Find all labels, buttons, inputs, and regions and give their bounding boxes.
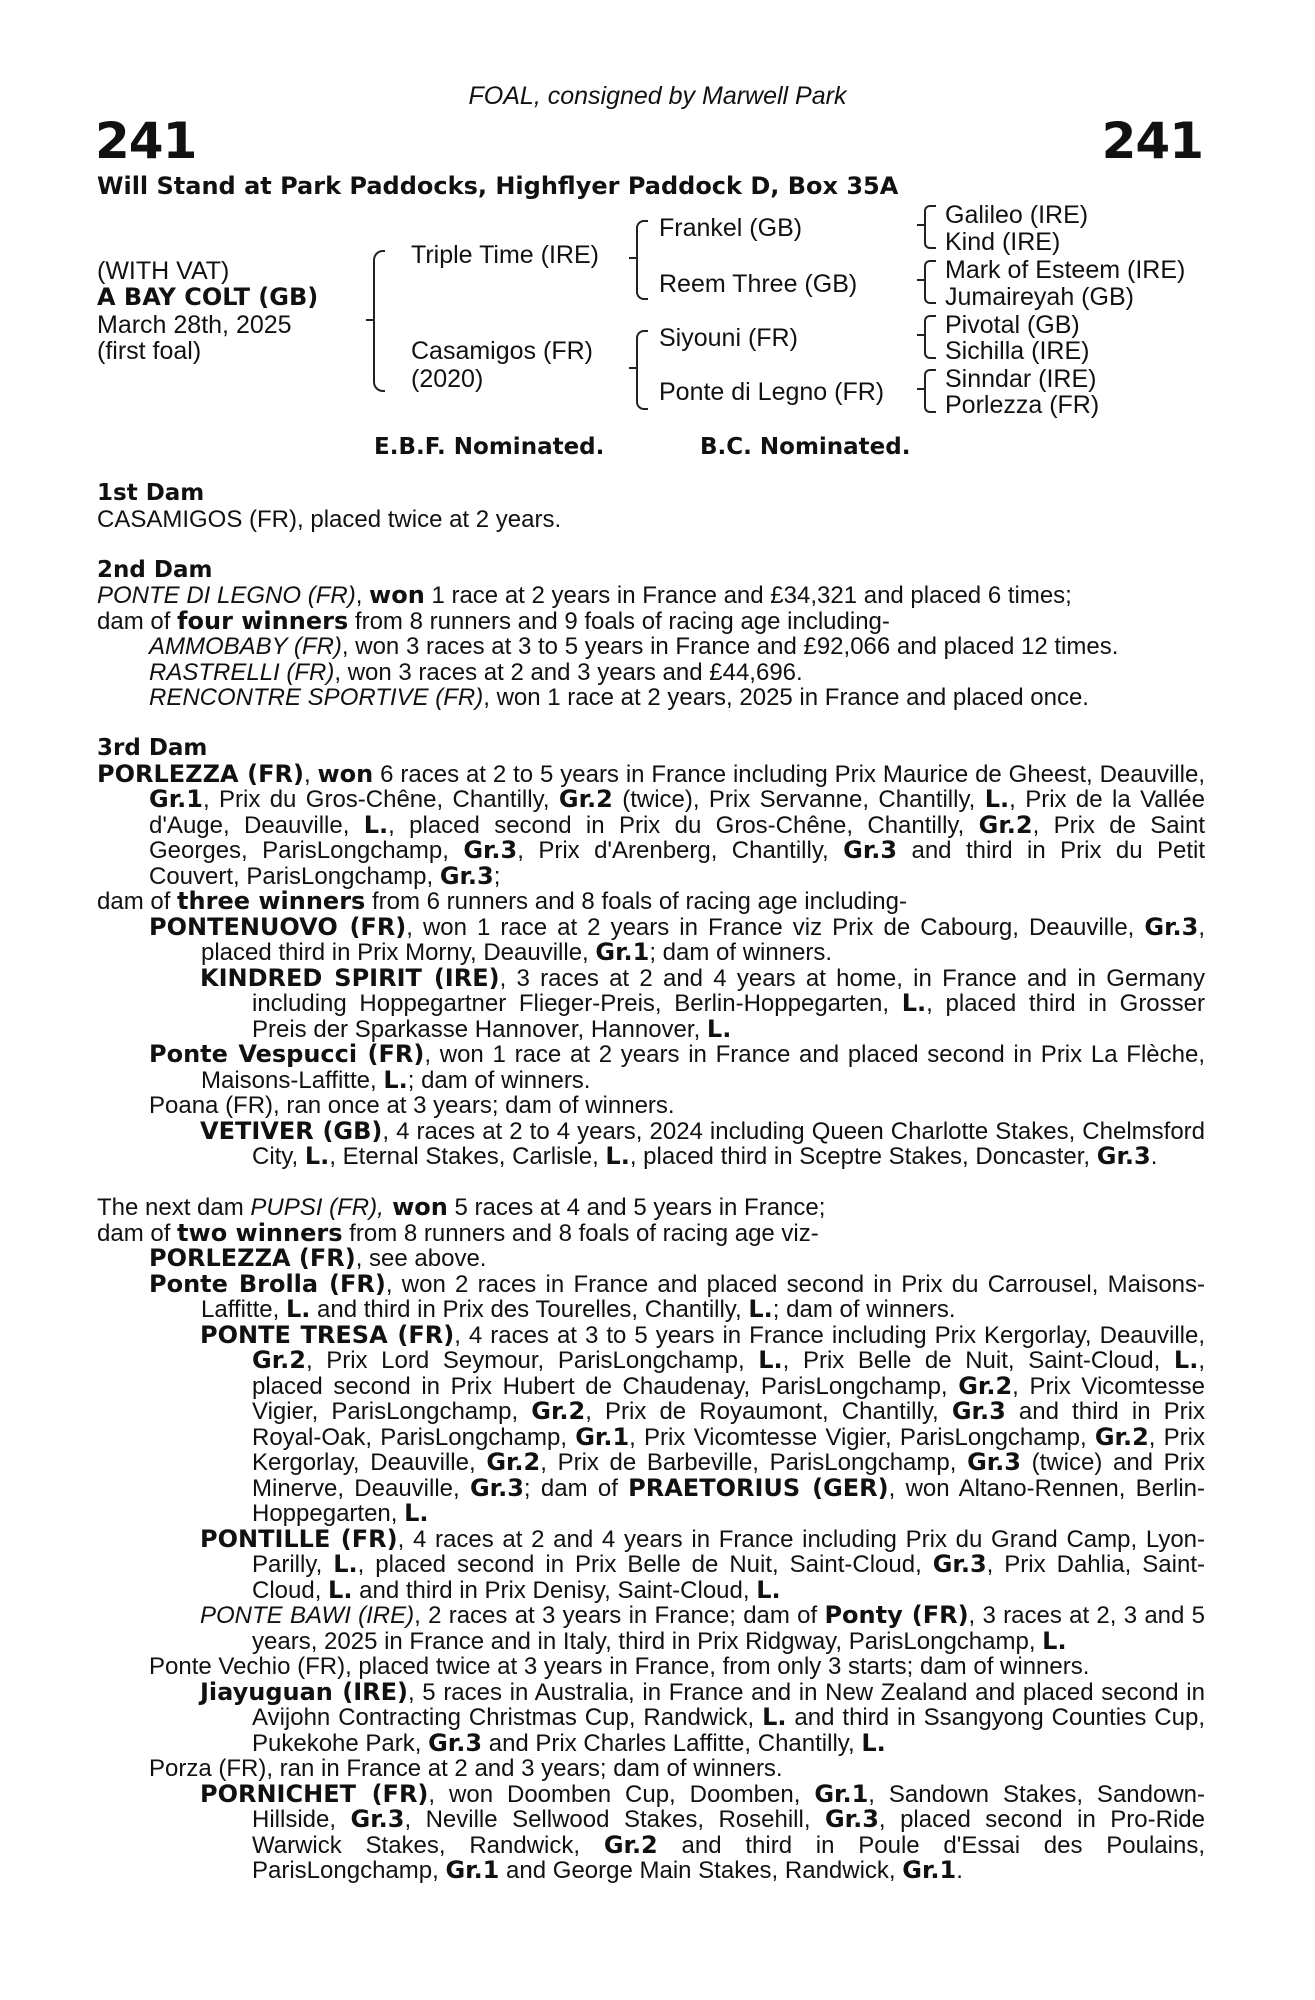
- ggp-1: Galileo (IRE): [945, 201, 1089, 229]
- progeny-jiayuguan: Jiayuguan (IRE), 5 races in Australia, in France and in New Zealand and placed second in Avijohn Contracting Christmas Cup, Randwick, L. and third in Ssangyong Counties Cup, Pukekohe Park, Gr.3 and Prix Charles Laffitte, Chantilly, L.: [200, 1677, 1205, 1757]
- ebf-nominated: E.B.F. Nominated.: [374, 434, 605, 460]
- dam-name: Casamigos (FR): [411, 337, 593, 365]
- progeny-ponte-bawi: PONTE BAWI (IRE), 2 races at 3 years in France; dam of Ponty (FR), 3 races at 2, 3 and 5 years, 2025 in France and in Italy, third in Prix Ridgway, ParisLongchamp, L.: [200, 1601, 1205, 1655]
- foal-description: A BAY COLT (GB): [97, 283, 319, 311]
- sire-name: Triple Time (IRE): [411, 241, 599, 269]
- dam-dam: Ponte di Legno (FR): [659, 378, 885, 406]
- progeny-rastrelli: RASTRELLI (FR), won 3 races at 2 and 3 years and £44,696.: [149, 658, 803, 686]
- progeny-rencontre: RENCONTRE SPORTIVE (FR), won 1 race at 2 years, 2025 in France and placed once.: [149, 684, 1089, 711]
- progeny-vetiver: VETIVER (GB), 4 races at 2 to 4 years, 2024 including Queen Charlotte Stakes, Chelmsford City, L., Eternal Stakes, Carlisle, L., placed third in Sceptre Stakes, Doncaster, Gr.3.: [200, 1116, 1206, 1170]
- ggp-2: Kind (IRE): [945, 228, 1061, 256]
- lot-number-right: 241: [1101, 112, 1203, 170]
- dam-sire: Siyouni (FR): [659, 324, 798, 352]
- first-dam-text: CASAMIGOS (FR), placed twice at 2 years.: [97, 505, 562, 533]
- next-dam-produce: dam of two winners from 8 runners and 8 foals of racing age viz-: [97, 1218, 819, 1247]
- catalogue-body: [97, 481, 1205, 1884]
- sire-sire: Frankel (GB): [659, 214, 803, 242]
- first-dam-heading: 1st Dam: [97, 480, 205, 506]
- foal-note: (first foal): [97, 337, 202, 365]
- progeny-kindred-spirit: KINDRED SPIRIT (IRE), 3 races at 2 and 4 years at home, in France and in Germany including Hoppegartner Flieger-Preis, Berlin-Hoppegarten, L., placed third in Grosser Preis der Sparkasse Hannover, Hannover, L.: [200, 963, 1205, 1043]
- progeny-porlezza: PORLEZZA (FR), see above.: [149, 1244, 487, 1272]
- foal-vat: (WITH VAT): [97, 257, 230, 285]
- progeny-ammobaby: AMMOBABY (FR), won 3 races at 3 to 5 years in France and £92,066 and placed 12 times.: [149, 633, 1119, 660]
- sire-dam: Reem Three (GB): [659, 270, 858, 298]
- consignment-line: FOAL, consigned by Marwell Park: [468, 82, 847, 110]
- progeny-ponte-brolla: Ponte Brolla (FR), won 2 races in France and placed second in Prix du Carrousel, Maisons-Laffitte, L. and third in Prix des Tourelles, Chantilly, L.; dam of winners.: [149, 1269, 1206, 1323]
- ggp-7: Sinndar (IRE): [945, 365, 1097, 393]
- foal-dob: March 28th, 2025: [97, 311, 292, 339]
- third-dam-heading: 3rd Dam: [97, 735, 208, 761]
- pedigree-brace-main: [373, 250, 385, 392]
- next-dam-record: The next dam PUPSI (FR), won 5 races at 4 and 5 years in France;: [97, 1193, 826, 1221]
- progeny-poana: Poana (FR), ran once at 3 years; dam of winners.: [149, 1092, 675, 1119]
- third-dam-produce: dam of three winners from 6 runners and 8 foals of racing age including-: [97, 887, 907, 915]
- progeny-porza: Porza (FR), ran in France at 2 and 3 years; dam of winners.: [149, 1755, 783, 1782]
- second-dam-heading: 2nd Dam: [97, 556, 213, 583]
- porlezza-record: PORLEZZA (FR), won 6 races at 2 to 5 years in France including Prix Maurice de Gheest, Deauville, Gr.1, Prix du Gros-Chêne, Chantilly, Gr.2 (twice), Prix Servanne, Chantilly, L., Prix de la Vallée d'Auge, Deauville, L., placed second in Prix du Gros-Chêne, Chantilly, Gr.2, Prix de Saint Georges, ParisLongchamp, Gr.3, Prix d'Arenberg, Chantilly, Gr.3 and third in Prix du Petit Couvert, ParisLongchamp, Gr.3;: [97, 759, 1206, 890]
- ggp-8: Porlezza (FR): [945, 391, 1100, 419]
- progeny-ponte-vechio: Ponte Vechio (FR), placed twice at 3 years in France, from only 3 starts; dam of winners.: [149, 1653, 1090, 1680]
- bc-nominated: B.C. Nominated.: [700, 434, 911, 460]
- progeny-ponte-tresa: PONTE TRESA (FR), 4 races at 3 to 5 years in France including Prix Kergorlay, Deauville, Gr.2, Prix Lord Seymour, ParisLongchamp, L., Prix Belle de Nuit, Saint-Cloud, L., placed second in Prix Hubert de Chaudenay, ParisLongchamp, Gr.2, Prix Vicomtesse Vigier, ParisLongchamp, Gr.2, Prix de Royaumont, Chantilly, Gr.3 and third in Prix Royal-Oak, ParisLongchamp, Gr.1, Prix Vicomtesse Vigier, ParisLongchamp, Gr.2, Prix Kergorlay, Deauville, Gr.2, Prix de Barbeville, ParisLongchamp, Gr.3 (twice) and Prix Minerve, Deauville, Gr.3; dam of PRAETORIUS (GER), won Altano-Rennen, Berlin-Hoppegarten, L.: [200, 1320, 1206, 1527]
- second-dam-record: PONTE DI LEGNO (FR), won 1 race at 2 years in France and £34,321 and placed 6 times;: [97, 581, 1072, 609]
- ggp-4: Jumaireyah (GB): [945, 283, 1134, 311]
- progeny-pontenuovo: PONTENUOVO (FR), won 1 race at 2 years in France viz Prix de Cabourg, Deauville, Gr.3, placed third in Prix Morny, Deauville, Gr.1; dam of winners.: [149, 912, 1205, 966]
- progeny-pontille: PONTILLE (FR), 4 races at 2 and 4 years in France including Prix du Grand Camp, Lyon-Parilly, L., placed second in Prix Belle de Nuit, Saint-Cloud, Gr.3, Prix Dahlia, Saint-Cloud, L. and third in Prix Denisy, Saint-Cloud, L.: [200, 1524, 1205, 1604]
- dam-year: (2020): [411, 365, 484, 393]
- stand-location: Will Stand at Park Paddocks, Highflyer Paddock D, Box 35A: [97, 172, 899, 200]
- ggp-3: Mark of Esteem (IRE): [945, 256, 1186, 284]
- progeny-ponte-vespucci: Ponte Vespucci (FR), won 1 race at 2 years in France and placed second in Prix La Flèche, Maisons-Laffitte, L.; dam of winners.: [149, 1040, 1205, 1094]
- lot-number-left: 241: [95, 112, 197, 170]
- progeny-pornichet: PORNICHET (FR), won Doomben Cup, Doomben, Gr.1, Sandown Stakes, Sandown-Hillside, Gr.3, Neville Sellwood Stakes, Rosehill, Gr.3, placed second in Pro-Ride Warwick Stakes, Randwick, Gr.2 and third in Poule d'Essai des Poulains, ParisLongchamp, Gr.1 and George Main Stakes, Randwick, Gr.1.: [200, 1779, 1206, 1884]
- second-dam-produce: dam of four winners from 8 runners and 9 foals of racing age including-: [97, 606, 890, 635]
- ggp-6: Sichilla (IRE): [945, 337, 1090, 365]
- ggp-5: Pivotal (GB): [945, 311, 1080, 339]
